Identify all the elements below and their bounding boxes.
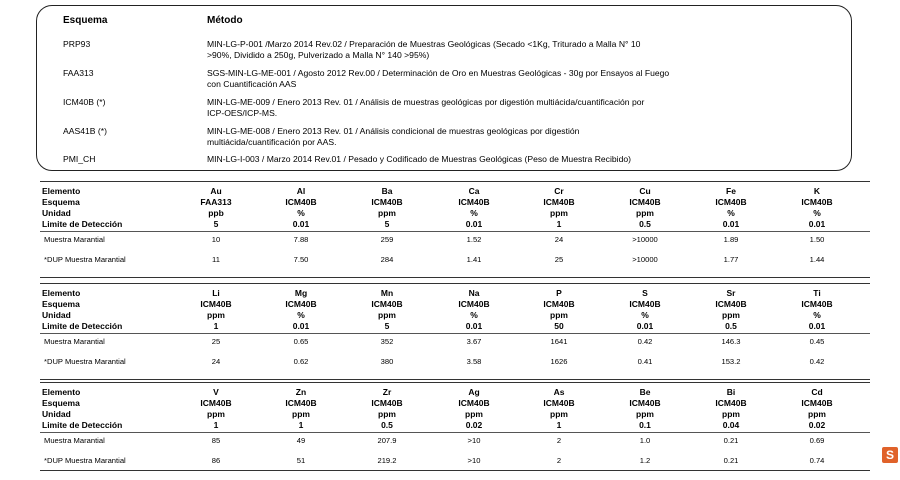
header-cell: 0.01 bbox=[465, 321, 483, 331]
header-cell: 0.01 bbox=[808, 321, 826, 331]
table-cell: 51 bbox=[296, 456, 306, 465]
header-cell: Cr bbox=[554, 186, 564, 196]
header-cell: Ba bbox=[381, 186, 393, 196]
table-cell: 1.50 bbox=[809, 235, 825, 244]
header-cell: ICM40B bbox=[629, 197, 661, 207]
table-cell: 11 bbox=[212, 255, 220, 264]
table-cell: 380 bbox=[380, 357, 394, 366]
method-desc-line: multiácida/cuantificación por AAS. bbox=[207, 137, 337, 147]
method-desc-line: >90%, Dividido a 250g, Pulverizado a Malla N° 140 >95%) bbox=[207, 50, 430, 60]
header-cell: Fe bbox=[726, 186, 736, 196]
table-cell: 49 bbox=[296, 436, 306, 445]
table-cell: >10000 bbox=[632, 255, 658, 264]
method-desc-line: MIN-LG-ME-008 / Enero 2013 Rev. 01 / Análisis condicional de muestras geológicas por digestión bbox=[207, 126, 580, 136]
header-cell: Li bbox=[212, 288, 220, 298]
table-bottom-rule bbox=[40, 277, 870, 278]
header-cell: ppm bbox=[378, 409, 396, 419]
table-cell: 1.52 bbox=[466, 235, 482, 244]
sample-name: Muestra Marantial bbox=[44, 337, 105, 346]
header-cell: Bi bbox=[726, 387, 736, 397]
method-desc-line: MIN-LG-I-003 / Marzo 2014 Rev.01 / Pesado y Codificado de Muestras Geológicas (Peso de Muestra Recibido) bbox=[207, 154, 631, 164]
header-cell: 0.01 bbox=[636, 321, 654, 331]
header-cell: ICM40B bbox=[801, 299, 833, 309]
table-header-row-limit bbox=[40, 419, 870, 431]
table-row bbox=[40, 254, 870, 266]
table-row bbox=[40, 336, 870, 348]
table-cell: 1.0 bbox=[639, 436, 651, 445]
header-cell: % bbox=[813, 208, 821, 218]
sample-name: *DUP Muestra Marantial bbox=[44, 357, 126, 366]
method-desc-line: con Cuantificación AAS bbox=[207, 79, 297, 89]
header-cell: ICM40B bbox=[285, 398, 317, 408]
table-cell: 25 bbox=[554, 255, 564, 264]
header-cell: ICM40B bbox=[543, 398, 575, 408]
row-label: Limite de Detección bbox=[42, 420, 123, 430]
header-cell: ppm bbox=[550, 409, 568, 419]
header-cell: 0.5 bbox=[381, 420, 393, 430]
header-cell: 5 bbox=[384, 219, 390, 229]
header-cell: ICM40B bbox=[801, 197, 833, 207]
header-cell: ppm bbox=[292, 409, 310, 419]
header-cell: 0.01 bbox=[465, 219, 483, 229]
methods-header-method: Método bbox=[207, 15, 243, 26]
table-cell: >10000 bbox=[632, 235, 658, 244]
table-cell: 1641 bbox=[550, 337, 568, 346]
method-desc-line: MIN-LG-ME-009 / Enero 2013 Rev. 01 / Análisis de muestras geológicas por digestión multiácida/cuantificación por bbox=[207, 97, 645, 107]
table-cell: 1.41 bbox=[466, 255, 482, 264]
table-cell: 10 bbox=[211, 235, 221, 244]
method-code: PRP93 bbox=[63, 39, 91, 49]
header-cell: ppm bbox=[722, 310, 740, 320]
table-row bbox=[40, 356, 870, 368]
header-cell: ICM40B bbox=[200, 299, 232, 309]
table-cell: 1.77 bbox=[723, 255, 739, 264]
header-cell: ppm bbox=[808, 409, 826, 419]
header-cell: ICM40B bbox=[371, 398, 403, 408]
table-cell: 0.21 bbox=[723, 456, 739, 465]
row-label: Unidad bbox=[42, 310, 71, 320]
header-cell: ppb bbox=[208, 208, 224, 218]
header-cell: Mg bbox=[294, 288, 308, 298]
row-label: Elemento bbox=[42, 387, 81, 397]
header-cell: 0.5 bbox=[725, 321, 737, 331]
header-cell: 0.01 bbox=[808, 219, 826, 229]
header-cell: ppm bbox=[378, 208, 396, 218]
header-cell: % bbox=[813, 310, 821, 320]
table-cell: 0.74 bbox=[809, 456, 825, 465]
table-header-row-limit bbox=[40, 218, 870, 230]
table-cell: 0.21 bbox=[723, 436, 739, 445]
sample-name: Muestra Marantial bbox=[44, 235, 105, 244]
table-cell: 0.62 bbox=[293, 357, 309, 366]
table-cell: 3.67 bbox=[466, 337, 482, 346]
header-cell: ICM40B bbox=[543, 197, 575, 207]
header-cell: ICM40B bbox=[458, 197, 490, 207]
table-row bbox=[40, 234, 870, 246]
table-cell: 0.41 bbox=[637, 357, 653, 366]
table-bottom-rule bbox=[40, 470, 870, 471]
methods-box bbox=[36, 5, 852, 171]
header-cell: Be bbox=[639, 387, 651, 397]
table-top-rule bbox=[40, 382, 870, 383]
header-cell: ppm bbox=[207, 409, 225, 419]
header-cell: 0.02 bbox=[465, 420, 483, 430]
header-cell: % bbox=[470, 208, 478, 218]
table-cell: >10 bbox=[467, 436, 481, 445]
header-cell: Sr bbox=[726, 288, 736, 298]
header-cell: ppm bbox=[465, 409, 483, 419]
header-cell: % bbox=[297, 208, 305, 218]
table-cell: 1.89 bbox=[723, 235, 739, 244]
method-desc-line: MIN-LG-P-001 /Marzo 2014 Rev.02 / Preparación de Muestras Geológicas (Secado <1Kg, Triturado a Malla N° 10 bbox=[207, 39, 641, 49]
header-cell: 1 bbox=[213, 321, 219, 331]
sample-name: *DUP Muestra Marantial bbox=[44, 255, 126, 264]
table-cell: 2 bbox=[556, 436, 562, 445]
header-cell: Zr bbox=[382, 387, 392, 397]
row-label: Unidad bbox=[42, 208, 71, 218]
header-cell: ICM40B bbox=[371, 299, 403, 309]
table-cell: 0.42 bbox=[637, 337, 653, 346]
header-cell: 0.02 bbox=[808, 420, 826, 430]
method-code: PMI_CH bbox=[63, 154, 96, 164]
header-cell: ppm bbox=[207, 310, 225, 320]
header-cell: ICM40B bbox=[285, 299, 317, 309]
table-cell: 0.42 bbox=[809, 357, 825, 366]
table-cell: 146.3 bbox=[721, 337, 741, 346]
header-cell: 0.01 bbox=[722, 219, 740, 229]
table-cell: 153.2 bbox=[721, 357, 741, 366]
row-label: Limite de Detección bbox=[42, 321, 123, 331]
header-cell: FAA313 bbox=[200, 197, 232, 207]
header-cell: ICM40B bbox=[715, 398, 747, 408]
header-cell: Ca bbox=[468, 186, 480, 196]
table-row bbox=[40, 435, 870, 447]
table-cell: 1626 bbox=[550, 357, 568, 366]
header-cell: ppm bbox=[722, 409, 740, 419]
table-top-rule bbox=[40, 283, 870, 284]
header-cell: % bbox=[470, 310, 478, 320]
header-cell: 0.01 bbox=[292, 219, 310, 229]
row-label: Elemento bbox=[42, 186, 81, 196]
table-bottom-rule bbox=[40, 379, 870, 380]
method-desc-line: ICP-OES/ICP-MS. bbox=[207, 108, 278, 118]
header-cell: ICM40B bbox=[715, 299, 747, 309]
table-cell: 25 bbox=[211, 337, 221, 346]
header-cell: K bbox=[813, 186, 821, 196]
table-cell: 207.9 bbox=[377, 436, 397, 445]
header-cell: % bbox=[297, 310, 305, 320]
method-code: AAS41B (*) bbox=[63, 126, 107, 136]
table-row bbox=[40, 455, 870, 467]
header-cell: ICM40B bbox=[543, 299, 575, 309]
row-label: Unidad bbox=[42, 409, 71, 419]
table-cell: 7.88 bbox=[293, 235, 309, 244]
header-cell: 5 bbox=[384, 321, 390, 331]
header-cell: Au bbox=[210, 186, 222, 196]
table-separator bbox=[40, 231, 870, 232]
table-cell: 86 bbox=[211, 456, 221, 465]
table-cell: 85 bbox=[211, 436, 221, 445]
table-cell: 2 bbox=[556, 456, 562, 465]
sample-name: Muestra Marantial bbox=[44, 436, 105, 445]
header-cell: 50 bbox=[554, 321, 564, 331]
method-code: ICM40B (*) bbox=[63, 97, 106, 107]
header-cell: Na bbox=[468, 288, 480, 298]
header-cell: % bbox=[727, 208, 735, 218]
table-cell: 284 bbox=[380, 255, 394, 264]
header-cell: ICM40B bbox=[715, 197, 747, 207]
methods-header-schema: Esquema bbox=[63, 15, 108, 26]
header-cell: 0.01 bbox=[292, 321, 310, 331]
sample-name: *DUP Muestra Marantial bbox=[44, 456, 126, 465]
header-cell: ICM40B bbox=[458, 299, 490, 309]
table-cell: 24 bbox=[554, 235, 564, 244]
app-badge-icon[interactable]: S bbox=[882, 447, 898, 463]
header-cell: ppm bbox=[636, 208, 654, 218]
header-cell: Cd bbox=[811, 387, 823, 397]
table-header-row-limit bbox=[40, 320, 870, 332]
row-label: Esquema bbox=[42, 197, 80, 207]
header-cell: 0.5 bbox=[639, 219, 651, 229]
header-cell: 1 bbox=[213, 420, 219, 430]
header-cell: Al bbox=[296, 186, 306, 196]
header-cell: ICM40B bbox=[458, 398, 490, 408]
header-cell: Mn bbox=[380, 288, 394, 298]
header-cell: ppm bbox=[550, 310, 568, 320]
header-cell: ICM40B bbox=[629, 299, 661, 309]
header-cell: ICM40B bbox=[629, 398, 661, 408]
table-cell: 352 bbox=[380, 337, 394, 346]
header-cell: 5 bbox=[213, 219, 219, 229]
table-cell: 0.65 bbox=[293, 337, 309, 346]
method-desc-line: SGS-MIN-LG-ME-001 / Agosto 2012 Rev.00 / Determinación de Oro en Muestras Geológicas - 30g por Ensayos al Fuego bbox=[207, 68, 670, 78]
header-cell: 1 bbox=[556, 420, 562, 430]
header-cell: Cu bbox=[639, 186, 651, 196]
table-cell: 24 bbox=[211, 357, 221, 366]
table-cell: 219.2 bbox=[377, 456, 397, 465]
header-cell: ICM40B bbox=[371, 197, 403, 207]
table-separator bbox=[40, 333, 870, 334]
method-code: FAA313 bbox=[63, 68, 94, 78]
header-cell: ppm bbox=[550, 208, 568, 218]
table-cell: >10 bbox=[467, 456, 481, 465]
header-cell: 1 bbox=[298, 420, 304, 430]
header-cell: ICM40B bbox=[200, 398, 232, 408]
header-cell: ICM40B bbox=[285, 197, 317, 207]
header-cell: 0.04 bbox=[722, 420, 740, 430]
table-cell: 1.2 bbox=[639, 456, 651, 465]
table-cell: 3.58 bbox=[466, 357, 482, 366]
header-cell: Ag bbox=[468, 387, 480, 397]
table-cell: 0.45 bbox=[809, 337, 825, 346]
header-cell: 0.1 bbox=[639, 420, 651, 430]
table-cell: 0.69 bbox=[809, 436, 825, 445]
table-separator bbox=[40, 432, 870, 433]
row-label: Elemento bbox=[42, 288, 81, 298]
row-label: Limite de Detección bbox=[42, 219, 123, 229]
table-cell: 1.44 bbox=[809, 255, 825, 264]
header-cell: ICM40B bbox=[801, 398, 833, 408]
row-label: Esquema bbox=[42, 398, 80, 408]
table-top-rule bbox=[40, 181, 870, 182]
header-cell: P bbox=[556, 288, 562, 298]
header-cell: ppm bbox=[636, 409, 654, 419]
table-cell: 7.50 bbox=[293, 255, 309, 264]
header-cell: Zn bbox=[295, 387, 307, 397]
header-cell: S bbox=[642, 288, 648, 298]
table-cell: 259 bbox=[380, 235, 394, 244]
row-label: Esquema bbox=[42, 299, 80, 309]
header-cell: Ti bbox=[813, 288, 821, 298]
header-cell: 1 bbox=[556, 219, 562, 229]
header-cell: V bbox=[213, 387, 219, 397]
header-cell: % bbox=[641, 310, 649, 320]
header-cell: ppm bbox=[378, 310, 396, 320]
header-cell: As bbox=[553, 387, 565, 397]
